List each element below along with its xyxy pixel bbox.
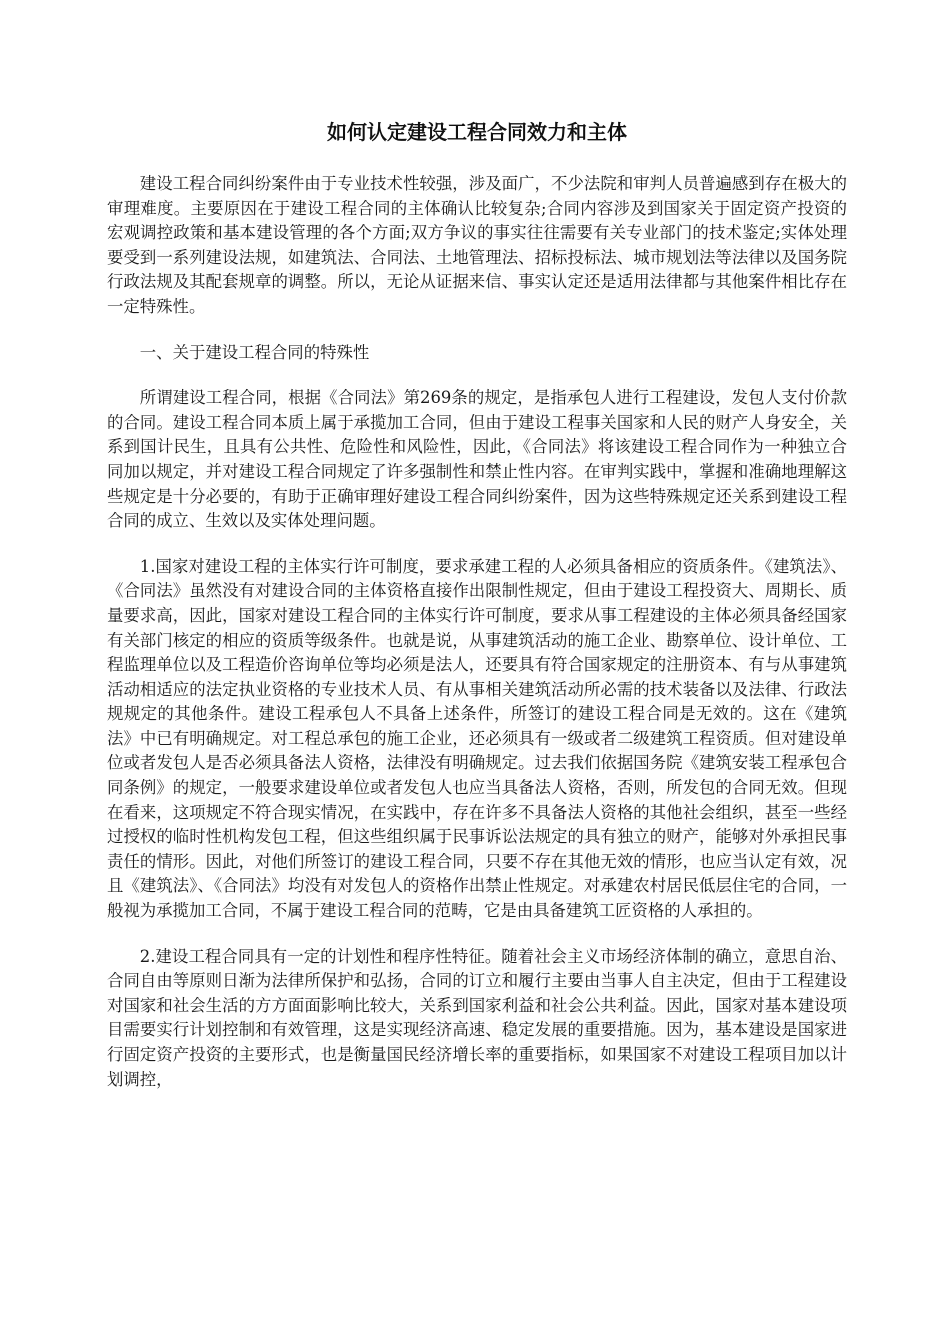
section-1-paragraph: 所谓建设工程合同，根据《合同法》第269条的规定，是指承包人进行工程建设，发包人支付价款的合同。建设工程合同本质上属于承揽加工合同，但由于建设工程事关国家和人民的财产人身安全，关系到国计民生，且具有公共性、危险性和风险性，因此，《合同法》将该建设工程合同作为一种独立合同加以规定，并对建设工程合同规定了许多强制性和禁止性内容。在审判实践中，掌握和准确地理解这些规定是十分必要的，有助于正确审理好建设工程合同纠纷案件，因为这些特殊规定还关系到建设工程合同的成立、生效以及实体处理问题。 [107,388,847,531]
document-page [107,118,847,1113]
intro-paragraph: 建设工程合同纠纷案件由于专业技术性较强，涉及面广，不少法院和审判人员普遍感到存在极大的审理难度。主要原因在于建设工程合同的主体确认比较复杂;合同内容涉及到国家关于固定资产投资的宏观调控政策和基本建设管理的各个方面;双方争议的事实往往需要有关专业部门的技术鉴定;实体处理要受到一系列建设法规，如建筑法、合同法、土地管理法、招标投标法、城市规划法等法律以及国务院行政法规及其配套规章的调整。所以，无论从证据来信、事实认定还是适用法律都与其他案件相比存在一定特殊性。 [107,174,847,316]
document-title: 如何认定建设工程合同效力和主体 [327,120,627,144]
point-1-paragraph: 1.国家对建设工程的主体实行许可制度，要求承建工程的人必须具备相应的资质条件。《建筑法》、《合同法》虽然没有对建设合同的主体资格直接作出限制性规定，但由于建设工程投资大、周期长、质量要求高，因此，国家对建设工程合同的主体实行许可制度，要求从事工程建设的主体必须具备经国家有关部门核定的相应的资质等级条件。也就是说，从事建筑活动的施工企业、勘察单位、设计单位、工程监理单位以及工程造价咨询单位等均必须是法人，还要具有符合国家规定的注册资本、有与从事建筑活动相适应的法定执业资格的专业技术人员、有从事相关建筑活动所必需的技术装备以及法律、行政法规规定的其他条件。建设工程承包人不具备上述条件，所签订的建设工程合同是无效的。这在《建筑法》中已有明确规定。对工程总承包的施工企业，还必须具有一级或者二级建筑工程资质。但对建设单位或者发包人是否必须具备法人资格，法律没有明确规定。过去我们依据国务院《建筑安装工程承包合同条例》的规定，一般要求建设单位或者发包人也应当具备法人资格，否则，所发包的合同无效。但现在看来，这项规定不符合现实情况，在实践中，存在许多不具备法人资格的其他社会组织，甚至一些经过授权的临时性机构发包工程，但这些组织属于民事诉讼法规定的具有独立的财产，能够对外承担民事责任的情形。因此，对他们所签订的建设工程合同，只要不存在其他无效的情形，也应当认定有效，况且《建筑法》、《合同法》均没有对发包人的资格作出禁止性规定。对承建农村居民低层住宅的合同，一般视为承揽加工合同，不属于建设工程合同的范畴，它是由具备建筑工匠资格的人承担的。 [107,556,847,921]
section-heading-1: 一、关于建设工程合同的特殊性 [139,342,370,362]
point-2-paragraph: 2.建设工程合同具有一定的计划性和程序性特征。随着社会主义市场经济体制的确立，意思自治、合同自由等原则日渐为法律所保护和弘扬，合同的订立和履行主要由当事人自主决定，但由于工程建设对国家和社会生活的方方面面影响比较大，关系到国家利益和社会公共利益。因此，国家对基本建设项目需要实行计划控制和有效管理，这是实现经济高速、稳定发展的重要措施。因为，基本建设是国家进行固定资产投资的主要形式，也是衡量国民经济增长率的重要指标，如果国家不对建设工程项目加以计划调控， [107,946,847,1089]
